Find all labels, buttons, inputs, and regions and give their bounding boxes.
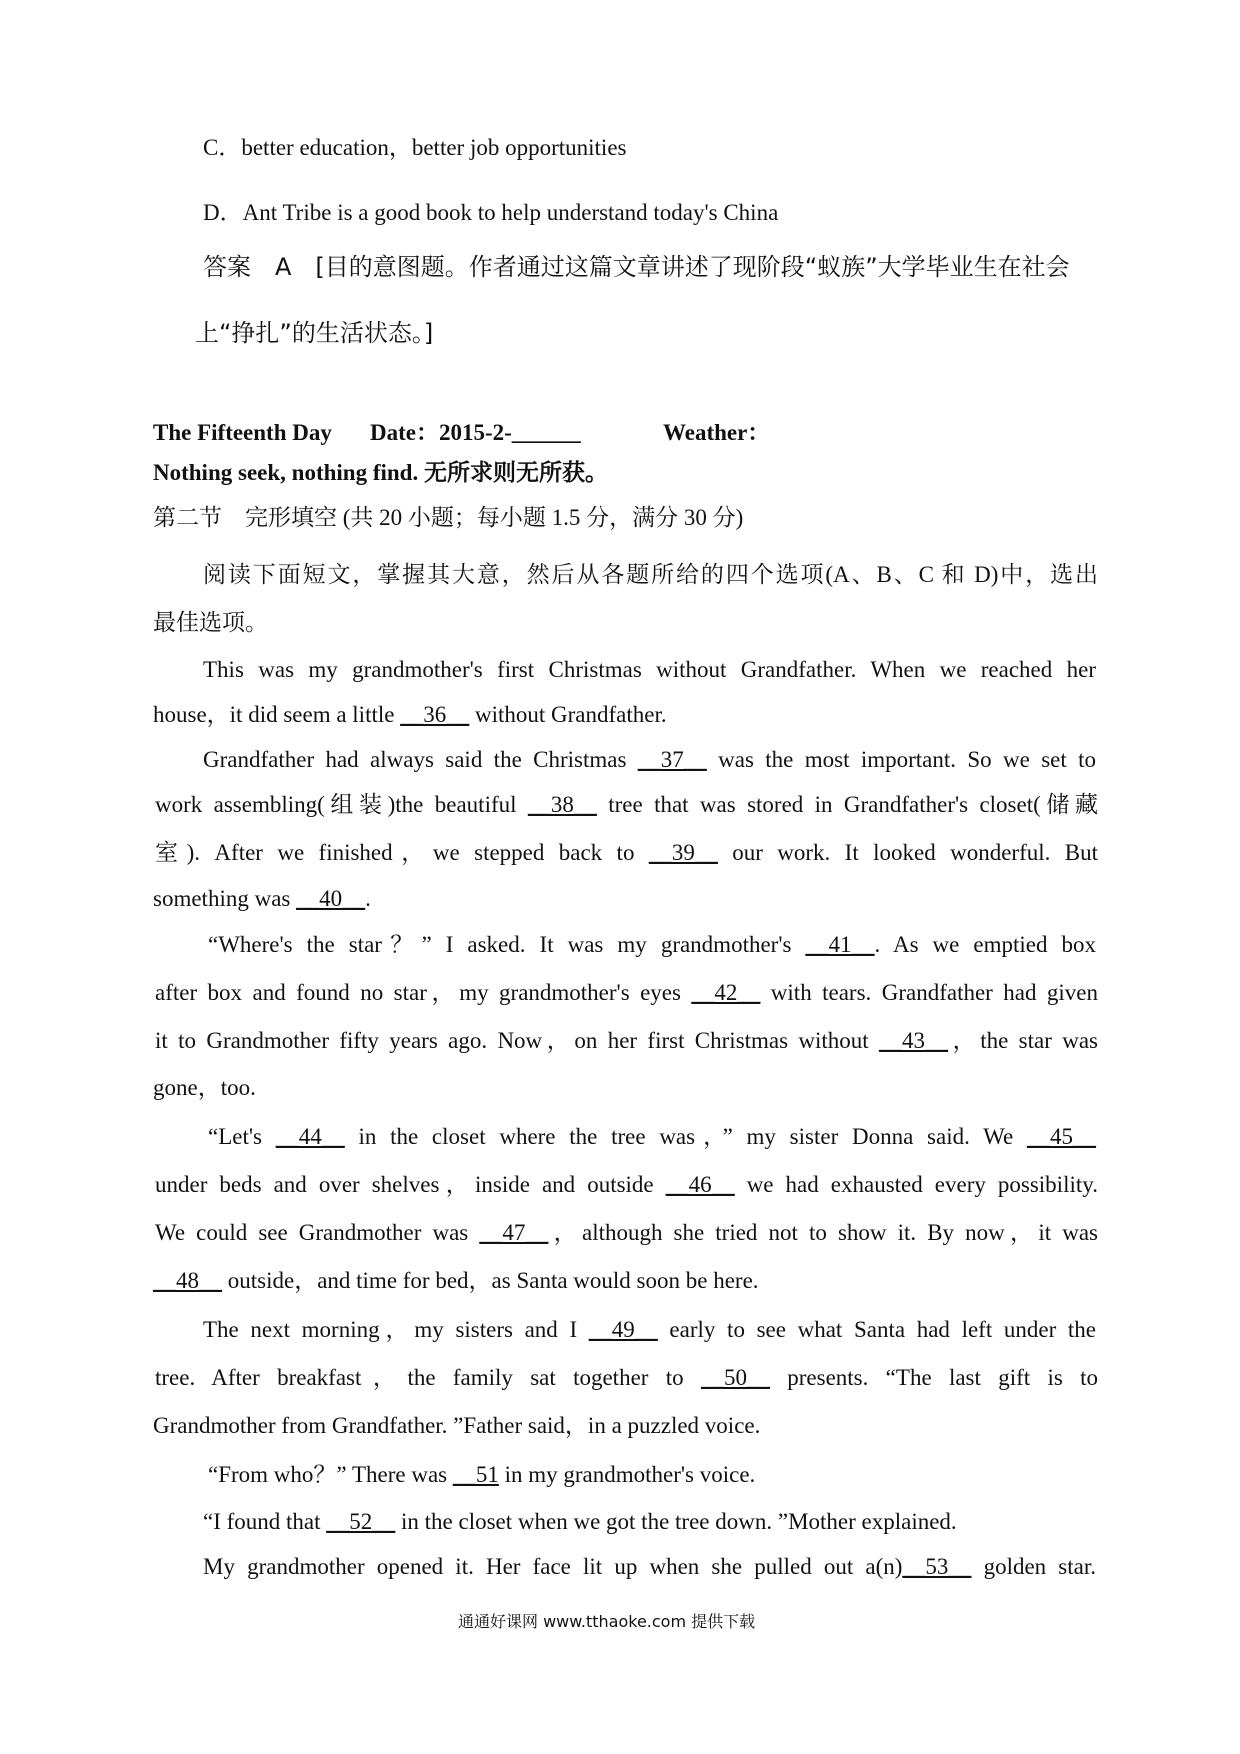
blank-43: __43__ [879, 1028, 949, 1053]
blank-39: __39__ [648, 840, 718, 865]
blank-38: __38__ [527, 792, 597, 817]
passage-line: “From who？” There was __51 in my grandmother's voice. [208, 1462, 756, 1487]
instruction-line-2: 最佳选项。 [153, 610, 268, 635]
passage-line: “Where's the star？” I asked. It was my grandmother's __41__. As we emptied box [208, 932, 1096, 957]
blank-49: __49__ [588, 1317, 658, 1342]
passage-line: work assembling(组装)the beautiful __38__ tree that was stored in Grandfather's closet(储藏 [155, 792, 1099, 817]
passage-line: __48__ outside，and time for bed，as Santa would soon be here. [153, 1268, 759, 1293]
blank-37: __37__ [637, 747, 707, 772]
blank-36: __36__ [400, 702, 470, 727]
passage-line: house，it did seem a little __36__ without Grandfather. [153, 702, 667, 727]
passage-line: Grandfather had always said the Christmas __37__ was the most important. So we set to [203, 747, 1097, 772]
passage-line: 室). After we finished，we stepped back to __39__ our work. It looked wonderful. But [155, 840, 1098, 865]
passage-line: “Let's __44__ in the closet where the tree was，” my sister Donna said. We __45__ [208, 1124, 1096, 1149]
passage-line: tree. After breakfast，the family sat together to __50__ presents. “The last gift is to [155, 1365, 1098, 1390]
passage-line: The next morning，my sisters and I __49__ early to see what Santa had left under the [203, 1317, 1097, 1342]
passage-line: under beds and over shelves，inside and outside __46__ we had exhausted every possibility. [155, 1172, 1098, 1197]
option-c: C．better education，better job opportunities [203, 135, 627, 160]
blank-44: __44__ [275, 1124, 345, 1149]
passage-line: My grandmother opened it. Her face lit up when she pulled out a(n)__53__ golden star. [203, 1554, 1096, 1579]
blank-46: __46__ [665, 1172, 735, 1197]
passage-line: it to Grandmother fifty years ago. Now，on her first Christmas without __43__，the star was [155, 1028, 1098, 1053]
blank-48: __48__ [153, 1268, 222, 1293]
option-d: D．Ant Tribe is a good book to help understand today's China [203, 200, 779, 225]
footer-credit: 通通好课网 www.tthaoke.com 提供下载 [458, 1612, 756, 1631]
blank-51: __51 [452, 1462, 499, 1487]
day-title: The Fifteenth Day [153, 420, 332, 445]
passage-line: Grandmother from Grandfather. ”Father said，in a puzzled voice. [153, 1413, 761, 1438]
passage-line: “I found that __52__ in the closet when we got the tree down. ”Mother explained. [203, 1509, 957, 1534]
passage-line: We could see Grandmother was __47__，although she tried not to show it. By now，it was [155, 1220, 1098, 1245]
blank-53: __53__ [902, 1554, 972, 1579]
passage-line: after box and found no star，my grandmother's eyes __42__ with tears. Grandfather had given [155, 980, 1098, 1005]
blank-45: __45__ [1027, 1124, 1096, 1149]
passage-line: something was __40__. [153, 886, 371, 911]
answer-line-2: 上“挣扎”的生活状态。] [195, 319, 434, 347]
passage-line: This was my grandmother's first Christmas without Grandfather. When we reached her [203, 657, 1096, 682]
section-title: 第二节 完形填空 (共 20 小题；每小题 1.5 分，满分 30 分) [153, 505, 744, 530]
answer-line-1: 答案 A [目的意图题。作者通过这篇文章讲述了现阶段“蚁族”大学毕业生在社会 [203, 253, 1070, 281]
date-label: Date：2015-2-______ [370, 420, 581, 445]
passage-line: gone，too. [153, 1075, 256, 1100]
blank-40: __40__ [296, 886, 366, 911]
instruction-line-1: 阅读下面短文，掌握其大意，然后从各题所给的四个选项(A、B、C 和 D)中，选出 [203, 562, 1098, 587]
motto: Nothing seek, nothing find. 无所求则无所获。 [153, 460, 608, 485]
weather-label: Weather： [663, 420, 771, 445]
blank-50: __50__ [700, 1365, 770, 1390]
blank-52: __52__ [326, 1509, 396, 1534]
blank-42: __42__ [691, 980, 761, 1005]
blank-47: __47__ [479, 1220, 549, 1245]
blank-41: __41__ [805, 932, 875, 957]
